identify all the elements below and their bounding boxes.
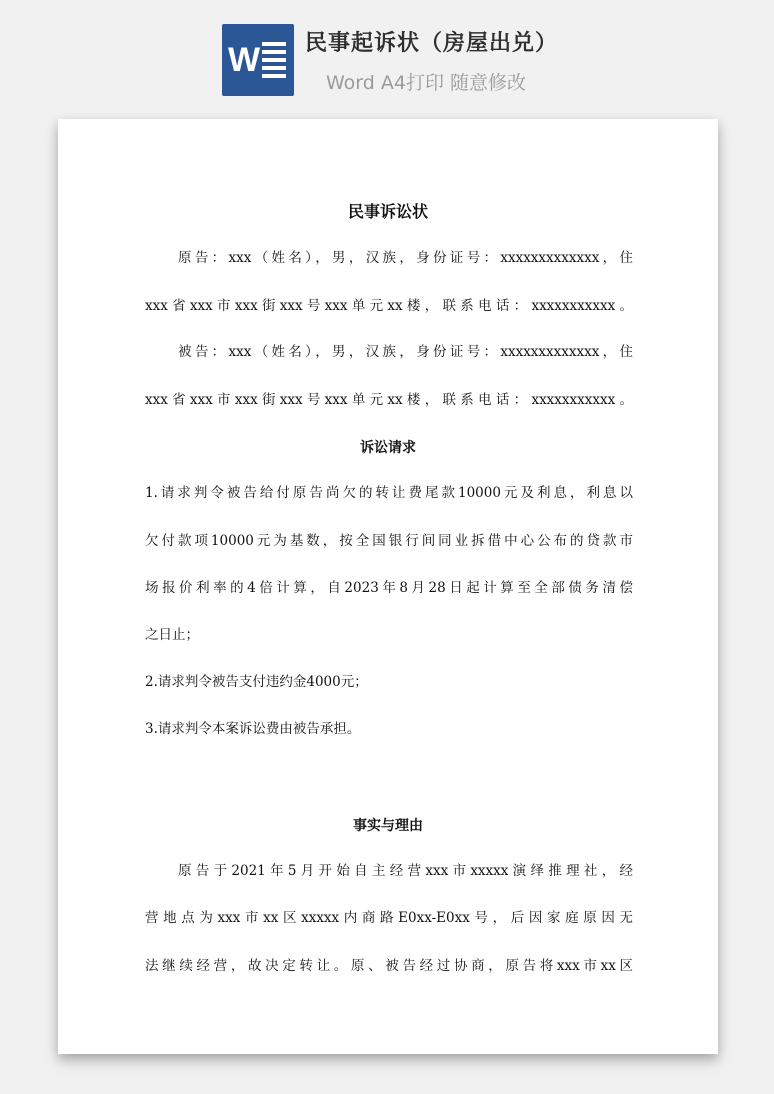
word-logo-lines-icon [262, 42, 286, 82]
template-subtitle: Word A4打印 随意修改 [326, 72, 527, 94]
facts-line-2: 营地点为xxx市xx区xxxxx内商路E0xx-E0xx号，后因家庭原因无 [145, 910, 633, 926]
word-app-icon [222, 24, 294, 96]
defendant-line-2: xxx省xxx市xxx街xxx号xxx单元xx楼，联系电话：xxxxxxxxxxx。 [145, 392, 633, 408]
claims-heading: 诉讼请求 [360, 440, 416, 456]
facts-heading: 事实与理由 [353, 818, 423, 834]
claim-1-line-1: 1.请求判令被告给付原告尚欠的转让费尾款10000元及利息，利息以 [145, 485, 633, 501]
facts-line-1: 原告于2021年5月开始自主经营xxx市xxxxx演绎推理社，经 [178, 863, 633, 879]
claim-1-line-3: 场报价利率的4倍计算，自2023年8月28日起计算至全部债务清偿 [145, 580, 633, 596]
claim-1-line-2: 欠付款项10000元为基数，按全国银行间同业拆借中心公布的贷款市 [145, 533, 633, 549]
claim-1-line-4: 之日止； [145, 627, 199, 643]
claim-3: 3.请求判令本案诉讼费由被告承担。 [145, 721, 361, 737]
claim-2: 2.请求判令被告支付违约金4000元； [145, 674, 368, 690]
plaintiff-line-2: xxx省xxx市xxx街xxx号xxx单元xx楼，联系电话：xxxxxxxxxxx。 [145, 298, 633, 314]
page-header [0, 0, 774, 118]
defendant-line-1: 被告：xxx（姓名），男，汉族，身份证号：xxxxxxxxxxxxx，住 [178, 344, 633, 360]
word-logo-letter: W [228, 41, 261, 79]
document-page [58, 119, 718, 1054]
facts-line-3: 法继续经营，故决定转让。原、被告经过协商，原告将xxx市xx区 [145, 958, 633, 974]
document-title: 民事诉讼状 [347, 202, 428, 221]
template-title: 民事起诉状（房屋出兑） [305, 31, 559, 56]
plaintiff-line-1: 原告：xxx（姓名），男，汉族，身份证号：xxxxxxxxxxxxx，住 [178, 250, 633, 266]
